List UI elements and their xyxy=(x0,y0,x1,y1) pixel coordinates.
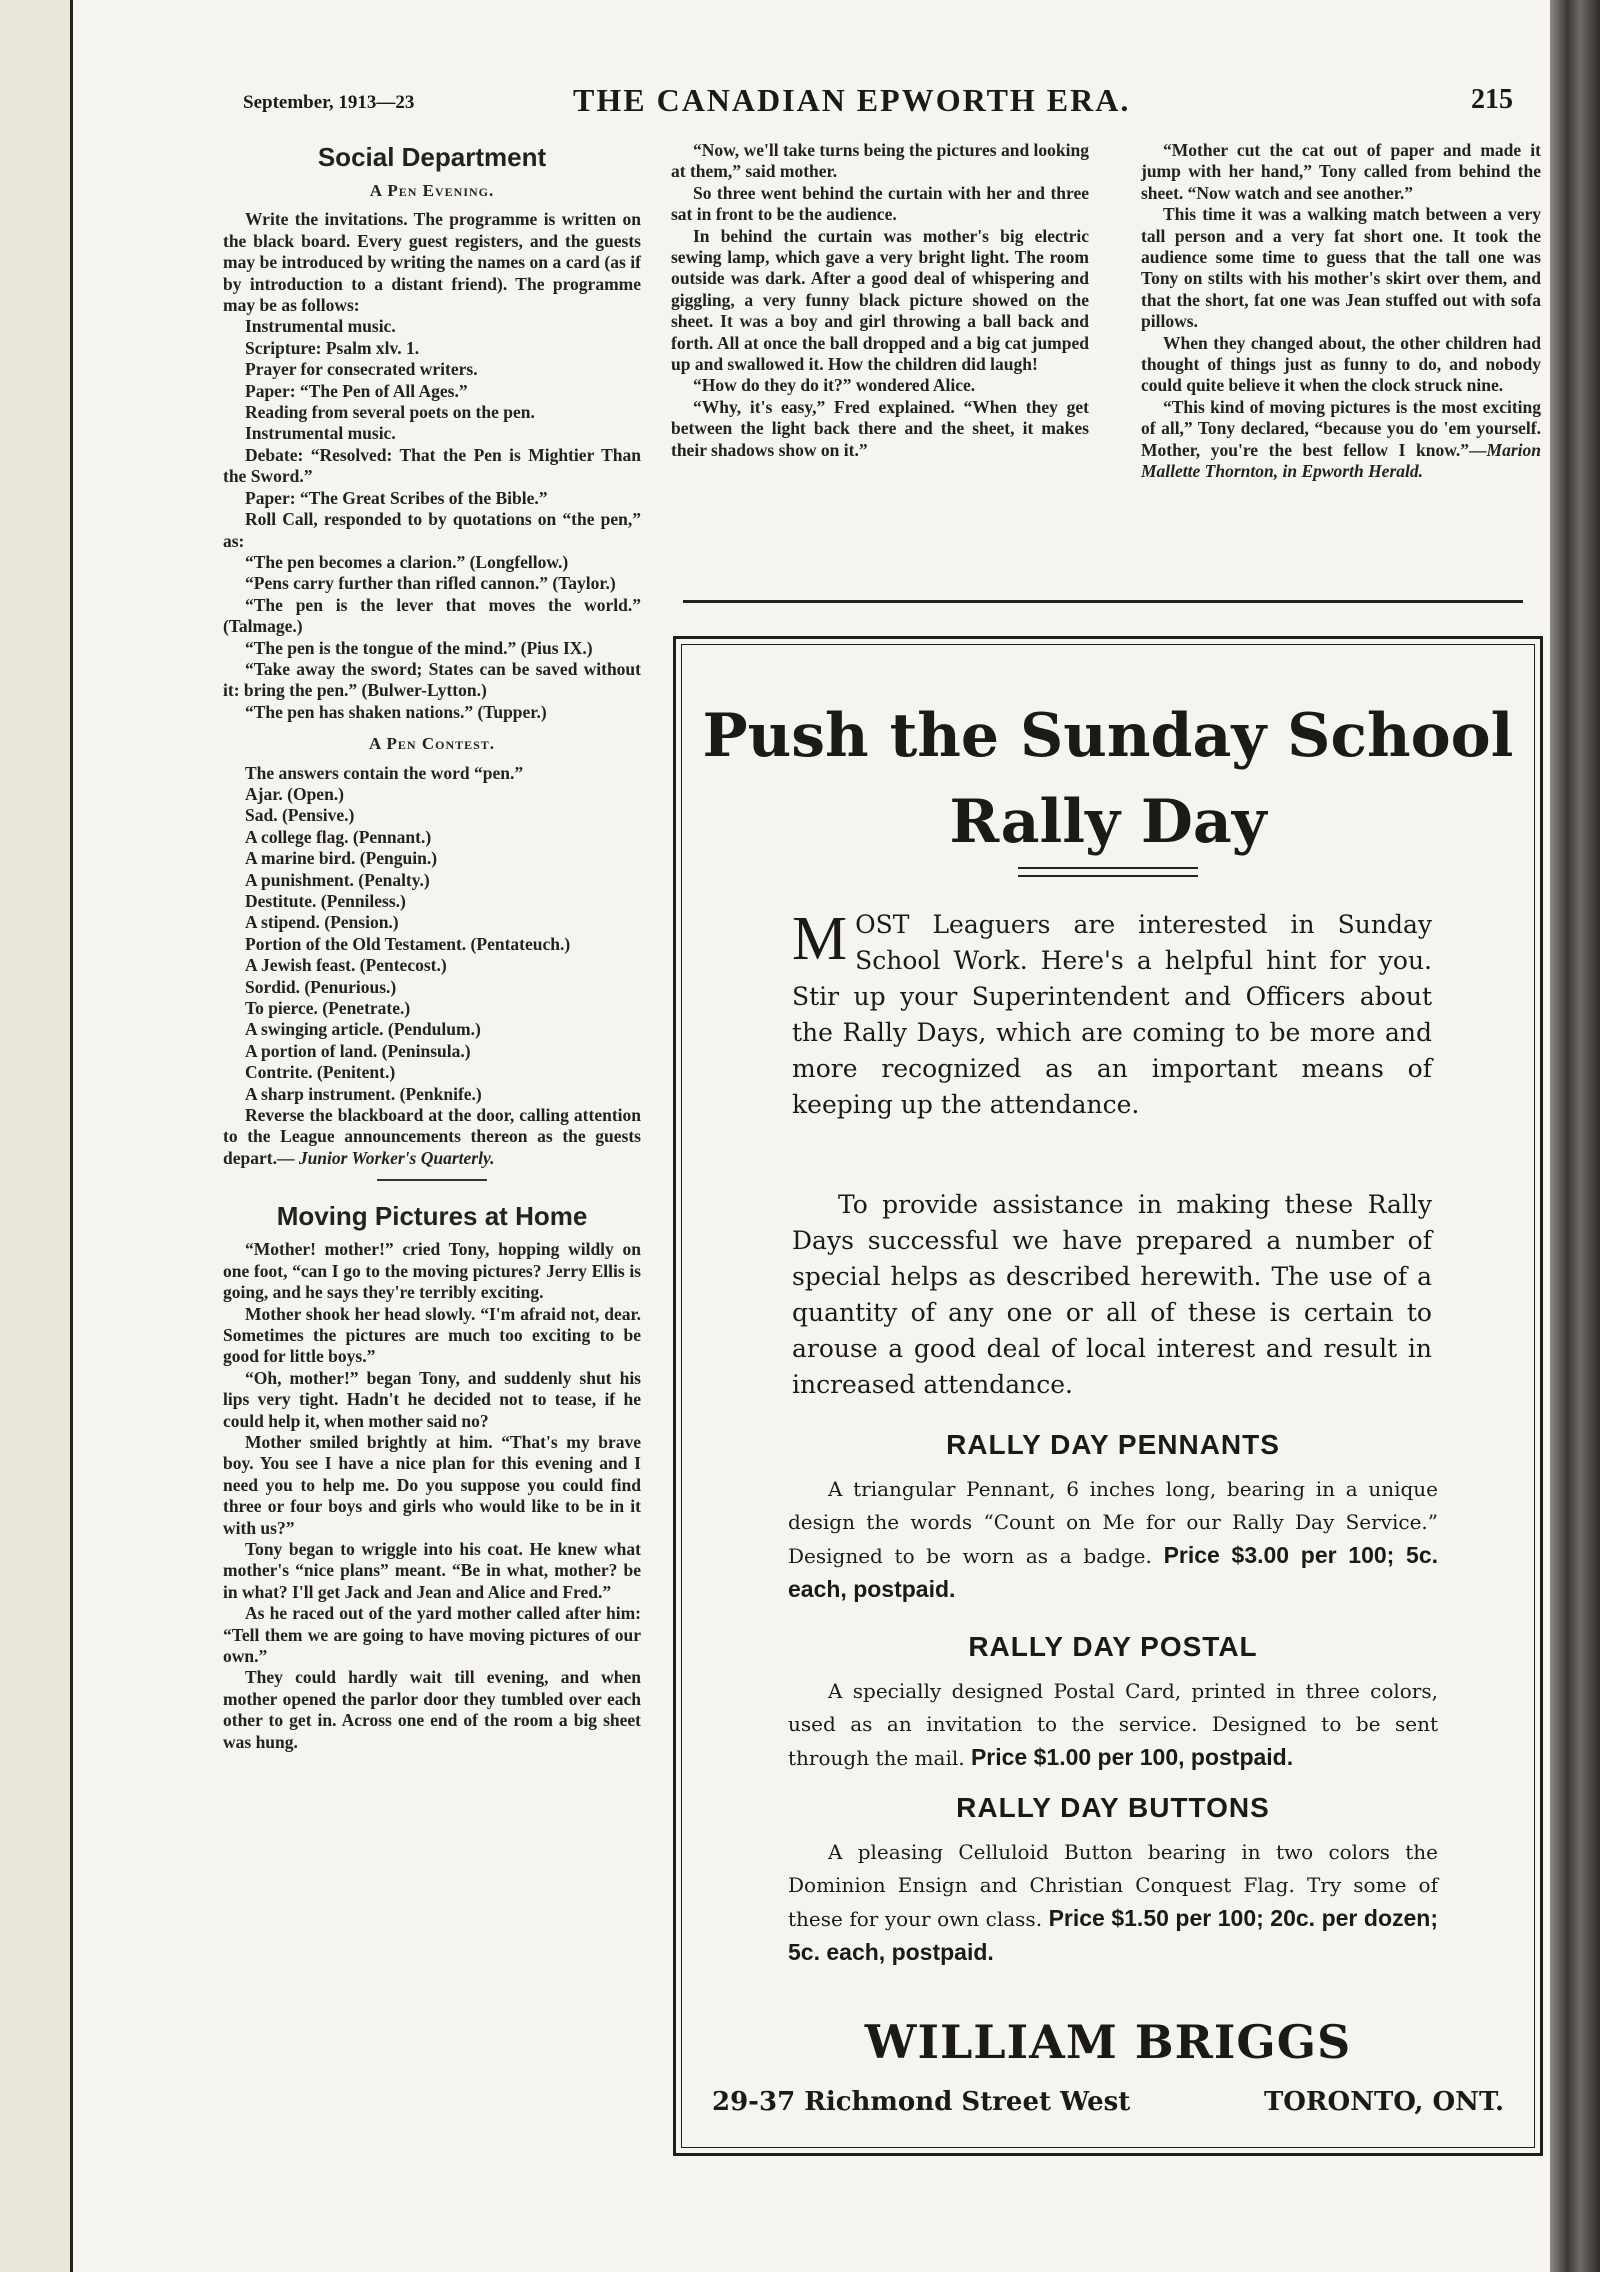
quote-item: “The pen has shaken nations.” (Tupper.) xyxy=(245,701,547,722)
double-rule xyxy=(1018,867,1198,877)
section-heading: Social Department xyxy=(317,142,547,172)
programme-item: Scripture: Psalm xlv. 1. xyxy=(245,337,420,358)
product-description xyxy=(788,1675,1438,1775)
debate-paragraph: Debate: “Resolved: That the Pen is Mightier Than the Sword.” xyxy=(223,444,641,487)
story-paragraph: “Now, we'll take turns being the pictures and looking at them,” said mother. xyxy=(671,140,1089,182)
story-paragraph: Mother shook her head slowly. “I'm afraid not, dear. Sometimes the pictures are much too exciting to be good for little boys.” xyxy=(223,1303,641,1367)
contest-item: Contrite. (Penitent.) xyxy=(245,1062,396,1083)
story-paragraph: “Oh, mother!” began Tony, and suddenly shut his lips very tight. Hadn't he decided not to tease, if he could help it, when mother said no? xyxy=(223,1367,641,1431)
story-closing-paragraph xyxy=(1141,397,1541,483)
story-paragraph: “Why, it's easy,” Fred explained. “When they get between the light back there and the sheet, it makes their shadows show on it.” xyxy=(671,396,1089,460)
product-heading: RALLY DAY BUTTONS xyxy=(956,1792,1270,1823)
publication-title: THE CANADIAN EPWORTH ERA. xyxy=(573,82,1131,118)
product-description-text: A pleasing Celluloid Button bearing in two colors the Dominion Ensign and Christian Conquest Flag. Try some of these for your own class. xyxy=(788,1840,1438,1931)
column-one xyxy=(223,140,641,1753)
story-paragraph: When they changed about, the other children had thought of things just as funny to do, and nobody could quite believe it when the clock struck nine. xyxy=(1141,332,1541,396)
contest-item: Destitute. (Penniless.) xyxy=(245,891,406,911)
contest-item: A stipend. (Pension.) xyxy=(245,912,399,933)
story-paragraph: Mother smiled brightly at him. “That's my brave boy. You see I have a nice plan for this evening and I need you to help me. Do you suppose you could find three or four boys and girls who would like to be in it with us?” xyxy=(223,1431,641,1538)
product-price: Price $3.00 per 100; 5c. each, postpaid. xyxy=(788,1542,1439,1602)
quote-item: “Pens carry further than rifled cannon.” (Taylor.) xyxy=(245,573,616,594)
ad-second-paragraph: To provide assistance in making these Rally Days successful we have prepared a number of special helps as described herewith. The use of a quantity of any one or all of these is certain to arouse a good deal of local interest and result in increased attendance. xyxy=(792,1190,1432,1399)
contest-item: A marine bird. (Penguin.) xyxy=(245,848,438,869)
product-postal xyxy=(788,1631,1438,1775)
story-paragraph: In behind the curtain was mother's big electric sewing lamp, which gave a very bright light. The room outside was dark. After a good deal of whispering and giggling, a very funny black picture showed on the sheet. It was a boy and girl throwing a ball back and forth. All at once the ball dropped and a big cat jumped up and swallowed it. How the children did laugh! xyxy=(671,225,1089,375)
page-number: 215 xyxy=(1471,84,1513,115)
product-price: Price $1.50 per 100; 20c. per dozen; 5c. each, postpaid. xyxy=(788,1905,1439,1965)
column-two xyxy=(671,140,1089,461)
contest-item: Sordid. (Penurious.) xyxy=(245,976,397,997)
contest-item: A punishment. (Penalty.) xyxy=(245,869,430,890)
intro-paragraph: Write the invitations. The programme is written on the black board. Every guest registers, and the guests may be introduced by writing the names on a card (as if by introduction to a distant friend). The programme may be as follows: xyxy=(223,209,641,316)
contest-list xyxy=(223,784,641,1105)
contest-item: Sad. (Pensive.) xyxy=(245,805,355,826)
contest-subhead: A Pen Contest. xyxy=(368,734,496,754)
product-price: Price $1.00 per 100, postpaid. xyxy=(970,1744,1294,1770)
product-heading: RALLY DAY PENNANTS xyxy=(946,1429,1280,1460)
story-paragraph: Tony began to wriggle into his coat. He knew what mother's “nice plans” meant. “Be in what, mother? be in what? I'll get Jack and Jean and Alice and Fred.” xyxy=(223,1538,641,1602)
ad-headline-line1: Push the Sunday School xyxy=(702,701,1514,771)
ad-intro-paragraph xyxy=(792,907,1432,1123)
product-description-text: A specially designed Postal Card, printed in three colors, used as an invitation to the service. Designed to be sent through the mail. xyxy=(788,1679,1438,1770)
quote-item: “The pen is the lever that moves the world.” (Talmage.) xyxy=(223,594,641,637)
magazine-page xyxy=(70,0,1550,2272)
contest-item: Portion of the Old Testament. (Pentateuch.) xyxy=(245,933,571,954)
quote-item: “Take away the sword; States can be saved without it: bring the pen.” (Bulwer-Lytton.) xyxy=(223,658,641,701)
issue-date: September, 1913—23 xyxy=(243,92,415,113)
story-heading: Moving Pictures at Home xyxy=(276,1201,588,1232)
product-buttons xyxy=(788,1792,1438,1970)
contest-item: A college flag. (Pennant.) xyxy=(245,826,432,847)
programme-item: Paper: “The Pen of All Ages.” xyxy=(245,380,468,401)
contest-item: To pierce. (Penetrate.) xyxy=(245,998,411,1019)
section-divider xyxy=(377,1179,487,1181)
closing-text: Reverse the blackboard at the door, calling attention to the League announcements thereon as the guests depart.— xyxy=(223,1105,641,1168)
story-paragraph: As he raced out of the yard mother called after him: “Tell them we are going to have moving pictures of our own.” xyxy=(223,1603,641,1666)
book-binding-edge xyxy=(1550,0,1600,2272)
contest-item: Ajar. (Open.) xyxy=(245,783,345,804)
product-description xyxy=(788,1473,1438,1607)
story-paragraph: This time it was a walking match between a very tall person and a very fat short one. It took the audience some time to guess that the tall one was Tony on stilts with his mother's skirt over them, and that the short, fat one was Jean stuffed out with sofa pillows. xyxy=(1141,204,1541,332)
story-paragraph: So three went behind the curtain with her and three sat in front to be the audience. xyxy=(671,182,1089,225)
page-header xyxy=(243,82,1543,122)
closing-paragraph xyxy=(223,1105,641,1169)
ad-intro-text: OST Leaguers are interested in Sunday School Work. Here's a helpful hint for you. Stir up your Superintendent and Officers about the Rally Days, which are coming to be more and more recognized as an important means of keeping up the attendance. xyxy=(792,910,1432,1119)
product-heading: RALLY DAY POSTAL xyxy=(968,1631,1258,1662)
publisher-city: TORONTO, ONT. xyxy=(1263,2087,1504,2117)
quote-item: “The pen becomes a clarion.” (Longfellow.) xyxy=(245,551,569,572)
rollcall-paragraph: Roll Call, responded to by quotations on “the pen,” as: xyxy=(223,509,641,551)
story-paragraph: “Mother! mother!” cried Tony, hopping wildly on one foot, “can I go to the moving pictures? Jerry Ellis is going, and he says they're terribly exciting. xyxy=(223,1239,641,1303)
ad-headline-line2: Rally Day xyxy=(949,787,1267,857)
story-paragraph: “Mother cut the cat out of paper and made it jump with her hand,” Tony called from behind the sheet. “Now watch and see another.” xyxy=(1141,140,1541,203)
quote-item: “The pen is the tongue of the mind.” (Pius IX.) xyxy=(245,637,593,658)
product-description xyxy=(788,1836,1438,1970)
contest-item: A portion of land. (Peninsula.) xyxy=(245,1040,471,1061)
programme-item: Instrumental music. xyxy=(245,316,396,337)
story-paragraph: “How do they do it?” wondered Alice. xyxy=(693,375,976,396)
publisher-address: 29-37 Richmond Street West xyxy=(712,2087,1131,2117)
contest-item: A sharp instrument. (Penknife.) xyxy=(245,1083,482,1104)
subsection-heading: A Pen Evening. xyxy=(369,181,495,200)
closing-citation: Junior Worker's Quarterly. xyxy=(298,1147,495,1168)
paper-paragraph: Paper: “The Great Scribes of the Bible.” xyxy=(245,487,548,508)
programme-list xyxy=(223,316,641,444)
contest-item: A swinging article. (Pendulum.) xyxy=(245,1019,481,1040)
advertisement-box xyxy=(673,636,1543,2156)
programme-item: Prayer for consecrated writers. xyxy=(245,359,478,380)
story-paragraph: They could hardly wait till evening, and when mother opened the parlor door they tumbled over each other to get in. Across one end of the room a big sheet was hung. xyxy=(223,1667,641,1752)
programme-item: Instrumental music. xyxy=(245,423,396,444)
programme-item: Reading from several poets on the pen. xyxy=(245,402,535,423)
publisher-name: WILLIAM BRIGGS xyxy=(864,2015,1352,2069)
contest-intro: The answers contain the word “pen.” xyxy=(245,762,524,783)
product-pennants xyxy=(788,1429,1438,1607)
story-citation: Marion Mallette Thornton, in Epworth Herald. xyxy=(1141,439,1541,482)
column-three xyxy=(1141,140,1541,483)
drop-cap: M xyxy=(792,905,848,973)
contest-item: A Jewish feast. (Pentecost.) xyxy=(245,955,447,976)
horizontal-rule xyxy=(683,600,1523,603)
closing-text: “This kind of moving pictures is the most exciting of all,” Tony declared, “because you do 'em yourself. Mother, you're the best fellow I know.”— xyxy=(1141,396,1541,460)
product-description-text: A triangular Pennant, 6 inches long, bearing in a unique design the words “Count on Me for our Rally Day Service.” Designed to be worn as a badge. xyxy=(788,1477,1438,1568)
ad-headline xyxy=(676,693,1540,865)
